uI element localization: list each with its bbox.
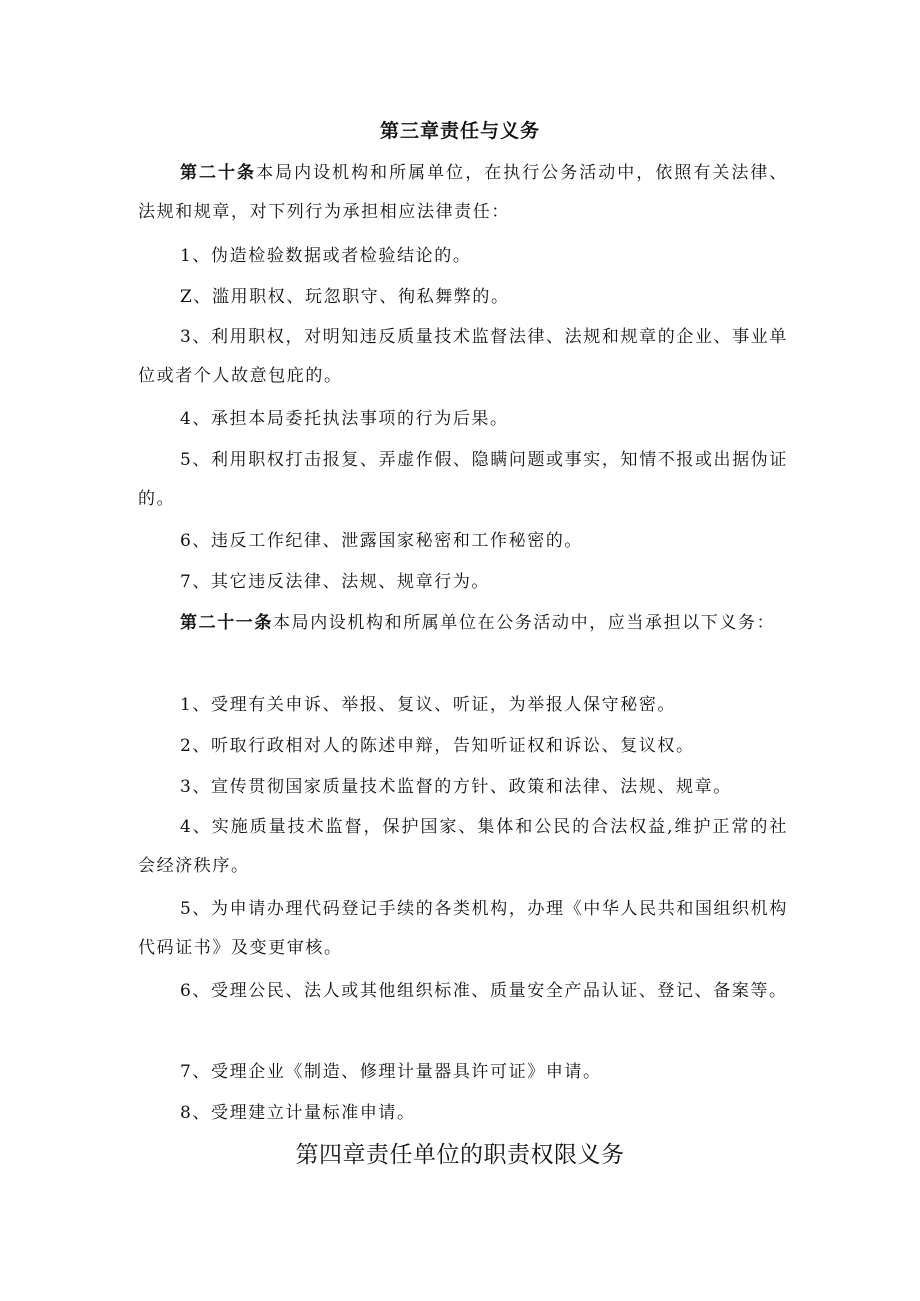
- article-20-item-5: 5、利用职权打击报复、弄虚作假、隐瞒问题或事实，知情不报或出据伪证的。: [138, 450, 788, 509]
- chapter-4-title: 第四章责任单位的职责权限义务: [295, 1142, 625, 1168]
- article-20-item-7: 7、其它违反法律、法规、规章行为。: [180, 572, 491, 592]
- article-21-item-6: 6、受理公民、法人或其他组织标准、质量安全产品认证、登记、备案等。: [180, 981, 788, 1001]
- article-20-item-6: 6、违反工作纪律、泄露国家秘密和工作秘密的。: [180, 531, 584, 551]
- article-21-item-7: 7、受理企业《制造、修理计量器具许可证》申请。: [180, 1062, 602, 1082]
- article-21-item-3: 3、宣传贯彻国家质量技术监督的方针、政策和法律、法规、规章。: [180, 777, 732, 797]
- article-20-label: 第二十条: [180, 163, 257, 183]
- article-21-item-5: 5、为申请办理代码登记手续的各类机构，办理《中华人民共和国组织机构代码证书》及变更审核。: [138, 899, 788, 958]
- article-20-paragraph: [138, 154, 788, 232]
- article-21-item-1: 1、受理有关申诉、举报、复议、听证，为举报人保守秘密。: [180, 695, 677, 715]
- chapter-3-title: 第三章责任与义务: [379, 120, 540, 142]
- article-21-label: 第二十一条: [180, 613, 273, 633]
- article-20-item-2: Z、滥用职权、玩忽职守、徇私舞弊的。: [180, 287, 510, 307]
- article-20-text: 本局内设机构和所属单位，在执行公务活动中，依照有关法律、法规和规章，对下列行为承担相应法律责任：: [138, 163, 788, 222]
- article-21-item-4: 4、实施质量技术监督，保护国家、集体和公民的合法权益,维护正常的社会经济秩序。: [138, 817, 788, 876]
- article-21-item-8: 8、受理建立计量标准申请。: [180, 1103, 416, 1123]
- article-20-item-4: 4、承担本局委托执法事项的行为后果。: [180, 409, 509, 429]
- article-21-text: 本局内设机构和所属单位在公务活动中，应当承担以下义务：: [273, 613, 776, 633]
- article-20-item-3: 3、利用职权，对明知违反质量技术监督法律、法规和规章的企业、事业单位或者个人故意包庇的。: [138, 327, 788, 386]
- article-21-paragraph: [138, 604, 788, 643]
- article-20-item-1: 1、伪造检验数据或者检验结论的。: [180, 246, 472, 266]
- article-21-item-2: 2、听取行政相对人的陈述申辩，告知听证权和诉讼、复议权。: [180, 736, 695, 756]
